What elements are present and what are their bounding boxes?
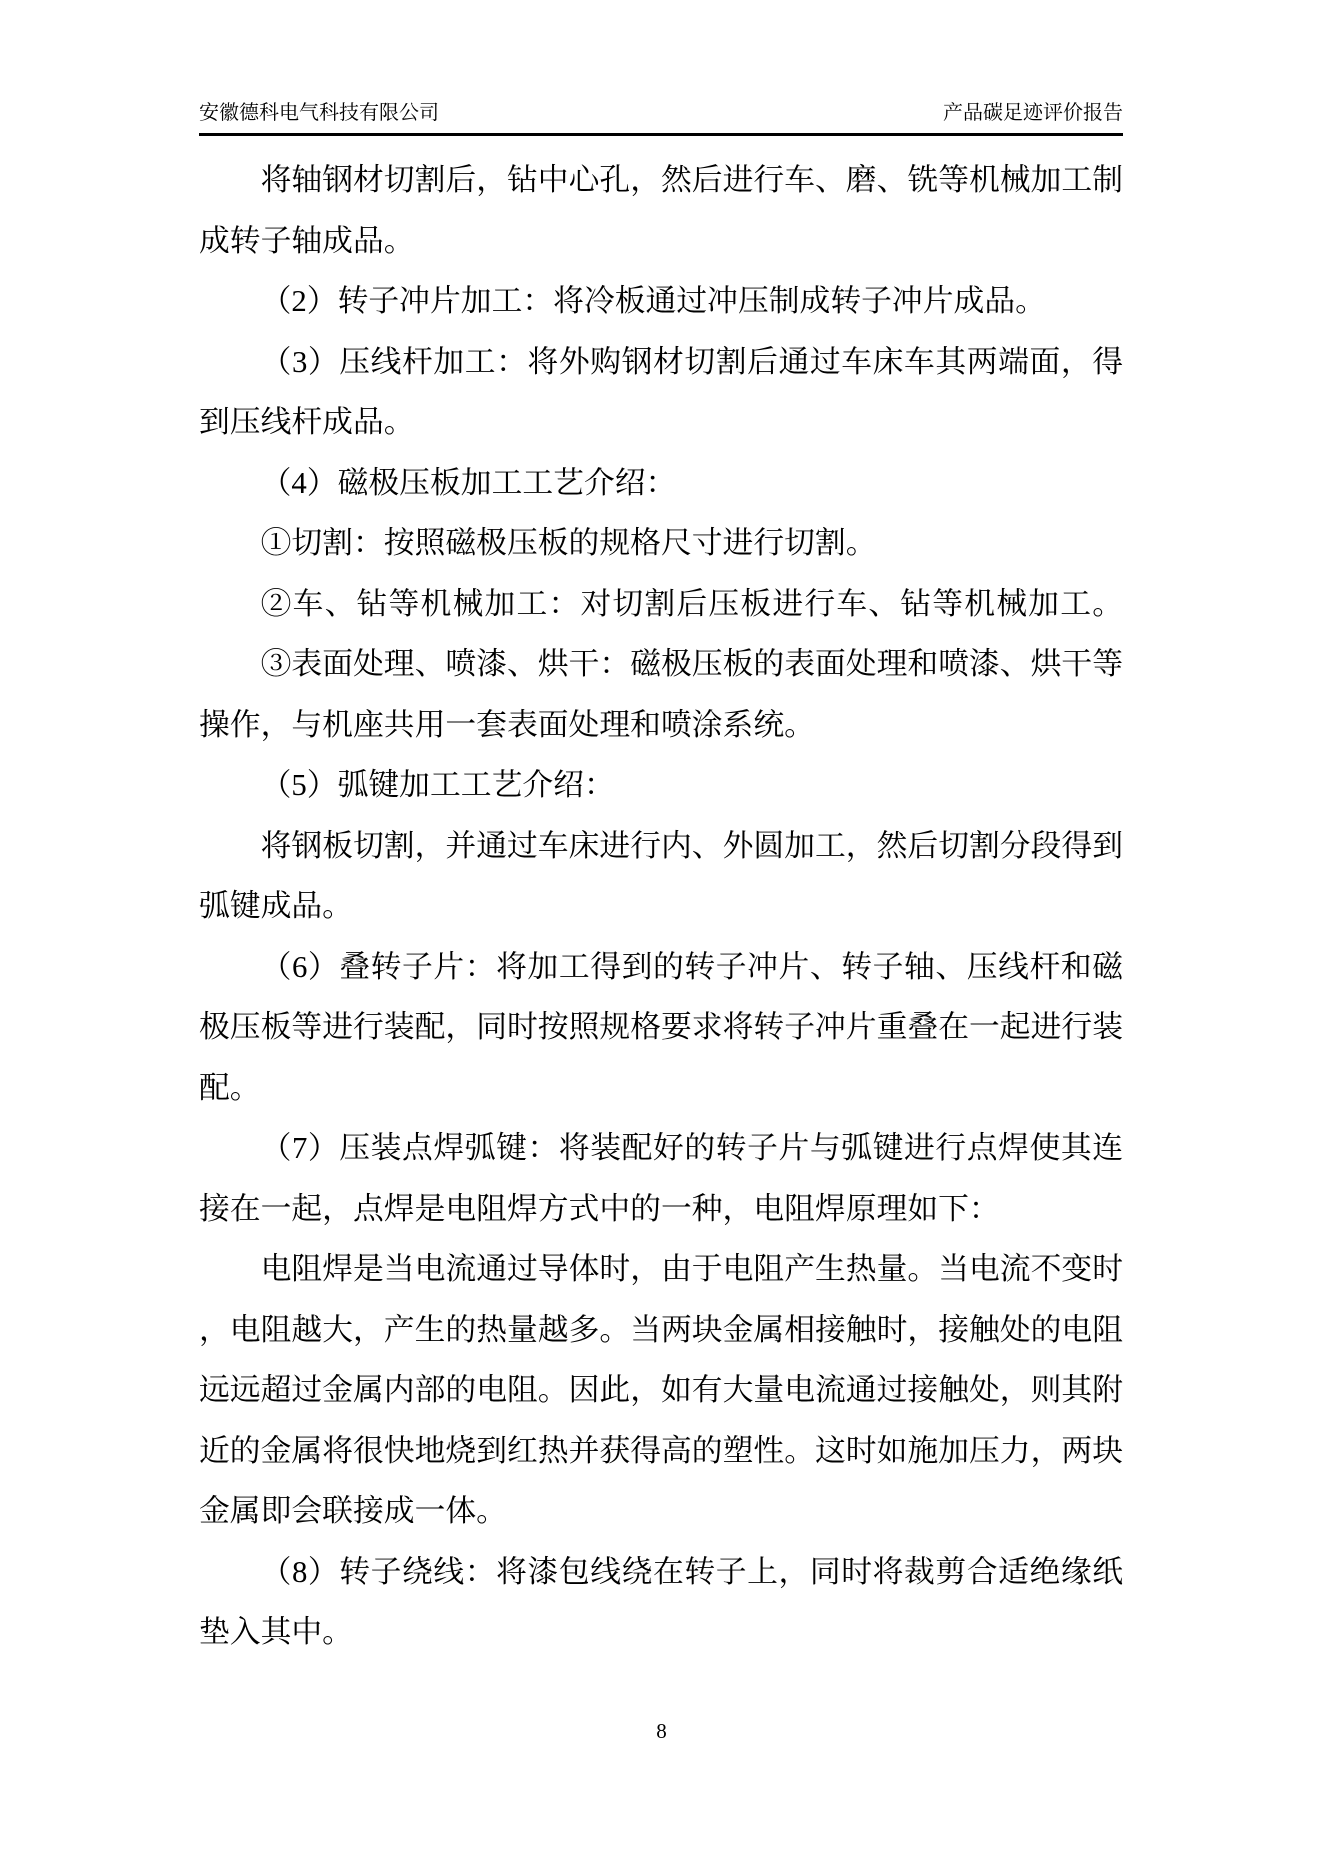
text-line: （5）弧键加工工艺介绍： [260, 768, 615, 802]
text-line: （7）压装点焊弧键：将装配好的转子片与弧键进行点焊使其连 [260, 1131, 1123, 1165]
text-line: （8）转子绕线：将漆包线绕在转子上，同时将裁剪合适绝缘纸 [260, 1554, 1123, 1589]
header-report-title: 产品碳足迹评价报告 [943, 102, 1123, 124]
text-line: 成转子轴成品。 [199, 223, 415, 258]
text-line: （3）压线杆加工：将外购钢材切割后通过车床车其两端面，得 [260, 344, 1123, 379]
document-body [199, 150, 1123, 1663]
text-line: ，电阻越大，产生的热量越多。当两块金属相接触时，接触处的电阻 [199, 1312, 1123, 1347]
text-line: 到压线杆成品。 [199, 405, 415, 439]
text-line: 将轴钢材切割后，钻中心孔，然后进行车、磨、铣等机械加工制 [260, 163, 1123, 197]
page-number: 8 [656, 1719, 667, 1743]
text-line: 配。 [199, 1070, 261, 1105]
text-line: （4）磁极压板加工工艺介绍： [260, 465, 677, 500]
text-line: 极压板等进行装配，同时按照规格要求将转子冲片重叠在一起进行装 [199, 1010, 1123, 1044]
text-line: 近的金属将很快地烧到红热并获得高的塑性。这时如施加压力，两块 [199, 1433, 1123, 1468]
header-company: 安徽德科电气科技有限公司 [199, 102, 439, 124]
page-header [199, 100, 1123, 136]
text-line: 接在一起，点焊是电阻焊方式中的一种，电阻焊原理如下： [199, 1191, 1000, 1226]
text-line: 金属即会联接成一体。 [199, 1494, 507, 1528]
text-line: 远远超过金属内部的电阻。因此，如有大量电流通过接触处，则其附 [199, 1373, 1123, 1407]
text-line: 垫入其中。 [199, 1615, 353, 1649]
text-line: 弧键成品。 [199, 889, 353, 923]
text-line: （6）叠转子片：将加工得到的转子冲片、转子轴、压线杆和磁 [260, 949, 1123, 984]
text-line: （2）转子冲片加工：将冷板通过冲压制成转子冲片成品。 [260, 284, 1046, 318]
text-line: ③表面处理、喷漆、烘干：磁极压板的表面处理和喷漆、烘干等 [260, 647, 1123, 681]
text-line: 电阻焊是当电流通过导体时，由于电阻产生热量。当电流不变时 [260, 1252, 1123, 1286]
text-line: ①切割：按照磁极压板的规格尺寸进行切割。 [260, 526, 877, 560]
text-line: 操作，与机座共用一套表面处理和喷涂系统。 [199, 707, 815, 742]
text-line: ②车、钻等机械加工：对切割后压板进行车、钻等机械加工。 [260, 586, 1123, 621]
text-line: 将钢板切割，并通过车床进行内、外圆加工，然后切割分段得到 [260, 828, 1123, 863]
